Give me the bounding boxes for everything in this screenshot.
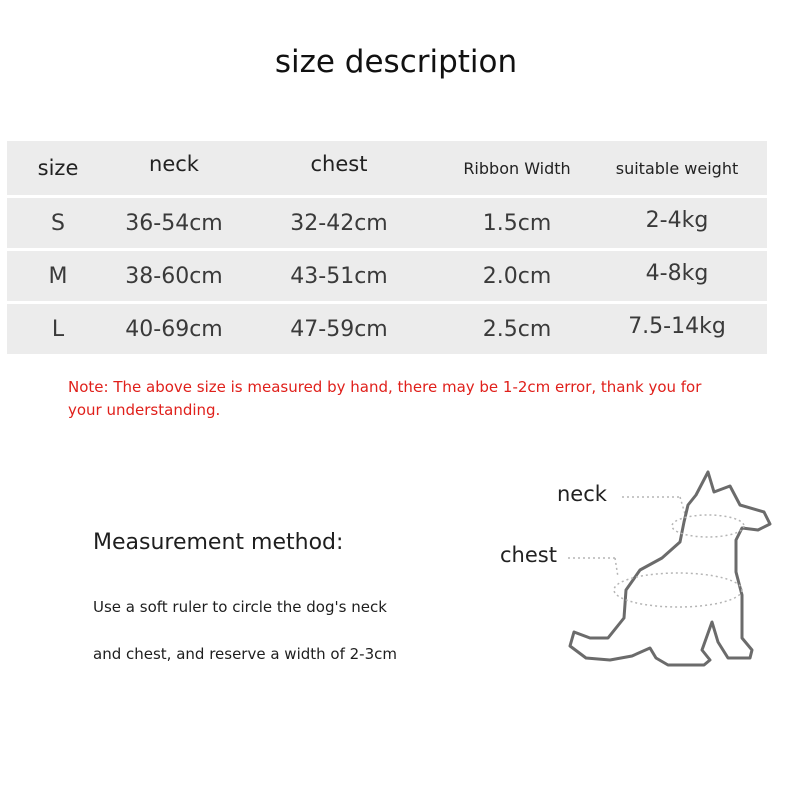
header-size: size	[37, 156, 79, 180]
cell-weight: 4-8kg	[645, 260, 709, 286]
method-title: Measurement method:	[93, 530, 344, 555]
chest-guide-drop	[615, 558, 618, 577]
note-text: The above size is measured by hand, there may be 1-2cm error, thank you for your understanding.	[68, 378, 702, 419]
table-header-row	[7, 141, 767, 195]
cell-weight: 2-4kg	[645, 207, 709, 233]
header-suitable-weight: suitable weight	[615, 158, 739, 178]
cell-size: M	[48, 263, 68, 289]
cell-size: L	[51, 316, 65, 342]
cell-weight: 7.5-14kg	[628, 313, 726, 339]
dog-measurement-diagram	[490, 460, 800, 690]
note-label: Note:	[68, 378, 109, 396]
dog-outline	[570, 472, 770, 665]
cell-chest: 32-42cm	[290, 210, 388, 236]
table-row	[7, 304, 767, 354]
cell-chest: 47-59cm	[290, 316, 388, 342]
neck-label: neck	[557, 482, 607, 506]
cell-ribbon-width: 2.0cm	[482, 263, 552, 289]
table-row	[7, 251, 767, 301]
neck-guide-drop	[680, 497, 685, 514]
chest-measure-ring	[614, 573, 742, 607]
cell-neck: 38-60cm	[125, 263, 223, 289]
dog-silhouette-icon	[490, 460, 800, 690]
header-chest: chest	[310, 152, 368, 176]
cell-chest: 43-51cm	[290, 263, 388, 289]
cell-neck: 40-69cm	[125, 316, 223, 342]
page-title: size description	[274, 44, 518, 80]
size-table	[7, 141, 767, 357]
cell-ribbon-width: 2.5cm	[482, 316, 552, 342]
table-row	[7, 198, 767, 248]
method-line-1: Use a soft ruler to circle the dog's neck	[93, 598, 387, 616]
chest-label: chest	[500, 543, 557, 567]
cell-size: S	[51, 210, 65, 236]
cell-ribbon-width: 1.5cm	[482, 210, 552, 236]
method-line-2: and chest, and reserve a width of 2-3cm	[93, 645, 397, 663]
measurement-note	[68, 376, 728, 422]
header-neck: neck	[149, 152, 199, 176]
header-ribbon-width: Ribbon Width	[463, 158, 571, 178]
cell-neck: 36-54cm	[125, 210, 223, 236]
